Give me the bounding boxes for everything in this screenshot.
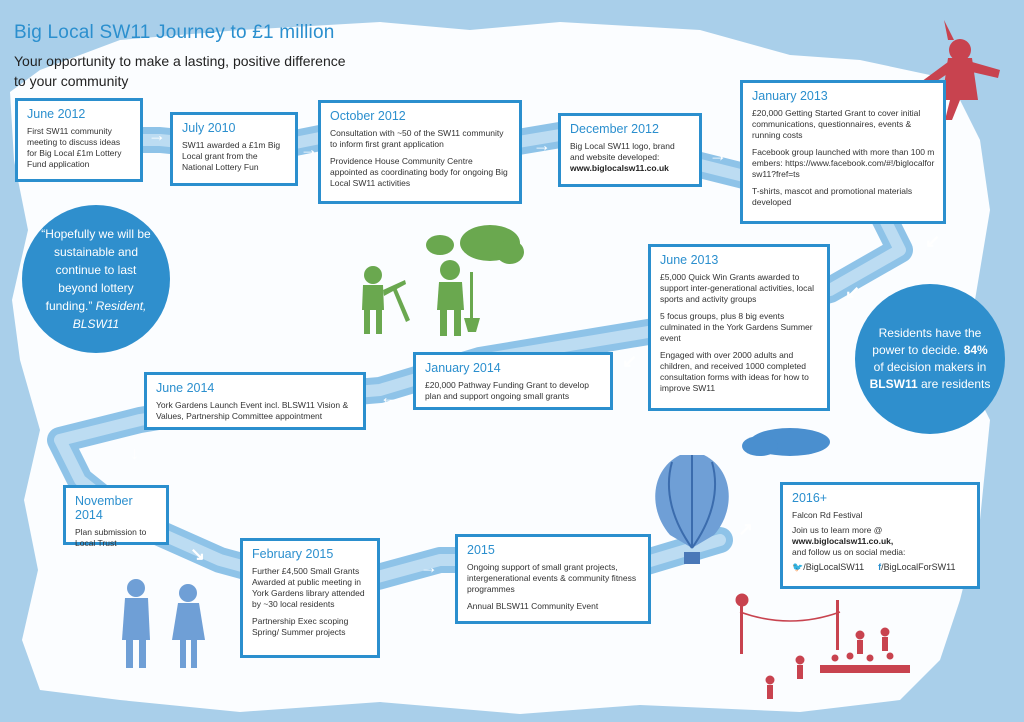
card-text: Ongoing support of small grant projects, intergenerational events & community fitness programmes [467, 562, 637, 594]
residents-text-after: are residents [920, 377, 991, 391]
timeline-card-february-2015 [240, 538, 380, 658]
website-link[interactable]: www.biglocalsw11.co.uk [570, 163, 669, 173]
twitter-handle: /BigLocalSW11 [803, 562, 865, 572]
card-date: January 2014 [425, 361, 501, 375]
path-arrow: → [709, 145, 727, 165]
card-text: £5,000 Quick Win Grants awarded to support inter-generational activities, local sports and activity groups [660, 272, 815, 304]
path-arrow: ↗ [738, 519, 754, 539]
card-text: Facebook group launched with more than 100 members: https://www.facebook.com/#!/biglocalforsw11?fref=ts [752, 147, 935, 179]
card-text-line: Big Local SW11 logo, brand and website developed: [570, 141, 675, 162]
timeline-card-2016 [780, 482, 980, 589]
card-date: November 2014 [75, 494, 133, 522]
card-date: 2016+ [792, 491, 828, 505]
path-arrow: ↙ [622, 351, 638, 371]
residents-circle [855, 284, 1005, 434]
card-text: £20,000 Pathway Funding Grant to develop plan and support ongoing small grants [425, 380, 589, 401]
timeline-card-june-2013 [648, 244, 830, 411]
timeline-card-november-2014 [63, 485, 169, 548]
quote-attribution: Resident, BLSW11 [72, 299, 147, 331]
quote-circle [22, 205, 170, 353]
card-text: SW11 awarded a £1m Big Local grant from the National Lottery Fun [182, 140, 281, 172]
timeline-card-october-2012 [318, 100, 522, 204]
card-text: Further £4,500 Small Grants Awarded at public meeting in York Gardens library attended by ~30 local residents [252, 566, 365, 609]
card-date: January 2013 [752, 89, 828, 103]
twitter-link[interactable] [792, 562, 864, 573]
card-text: Providence House Community Centre appointed as coordinating body for ongoing Big Local SW11 activities [330, 156, 508, 188]
card-date: October 2012 [330, 109, 406, 123]
timeline-card-december-2012 [558, 113, 702, 187]
card-date: June 2012 [27, 107, 86, 121]
card-text: First SW11 community meeting to discuss ideas for Big Local £1m Lottery Fund application [27, 126, 122, 169]
social-links [792, 562, 969, 573]
facebook-link[interactable] [878, 562, 955, 573]
path-arrow: → [300, 139, 318, 159]
card-text-line: Join us to learn more @ [792, 525, 883, 535]
timeline-card-june-2014 [144, 372, 366, 430]
residents-text-before: Residents have the power to decide. [872, 326, 982, 357]
quote-text: “Hopefully we will be sustainable and continue to last beyond lottery funding.” [41, 227, 151, 313]
residents-statement [855, 325, 1005, 393]
residents-text-mid: of decision makers in [873, 360, 987, 374]
residents-stat: 84% [963, 343, 988, 357]
timeline-card-january-2013 [740, 80, 946, 224]
path-arrow: ↙ [925, 231, 941, 251]
card-text: T-shirts, mascot and promotional materials developed [752, 186, 913, 207]
page-title: Big Local SW11 Journey to £1 million [14, 22, 335, 43]
card-text: York Gardens Launch Event incl. BLSW11 Vision & Values, Partnership Committee appointment [156, 400, 349, 421]
card-text: Consultation with ~50 of the SW11 community to inform first grant application [330, 128, 504, 149]
residents-org: BLSW11 [869, 377, 918, 391]
card-text: Engaged with over 2000 adults and children, and received 1000 completed consultation forms with ideas for how to improve SW11 [660, 350, 809, 393]
path-arrow: → [533, 135, 551, 155]
card-text: 5 focus groups, plus 8 big events culminated in the York Gardens Summer event [660, 311, 813, 343]
card-date: February 2015 [252, 547, 334, 561]
path-arrow: ↘ [190, 544, 206, 564]
card-text-line: and follow us on social media: [792, 547, 906, 557]
card-text [570, 141, 691, 174]
path-arrow: ↙ [845, 282, 861, 302]
path-arrow: → [420, 557, 438, 577]
card-date: June 2014 [156, 381, 215, 395]
card-text: Falcon Rd Festival [792, 510, 863, 520]
card-date: July 2010 [182, 121, 236, 135]
card-text: Partnership Exec scoping Spring/ Summer projects [252, 616, 349, 637]
card-text: Plan submission to Local Trust [75, 527, 147, 548]
facebook-handle: /BigLocalForSW11 [881, 562, 956, 572]
path-arrow: ← [380, 387, 398, 407]
card-date: June 2013 [660, 253, 719, 267]
card-text: £20,000 Getting Started Grant to cover initial communications, questionnaires, events & running costs [752, 108, 921, 140]
timeline-card-july-2010 [170, 112, 298, 186]
page-subtitle: Your opportunity to make a lasting, positive difference to your community [14, 53, 346, 89]
card-date: 2015 [467, 543, 495, 557]
timeline-card-june-2012 [15, 98, 143, 182]
card-text: Annual BLSW11 Community Event [467, 601, 599, 611]
path-arrow: ↓ [130, 443, 139, 463]
quote [22, 225, 170, 333]
facebook-icon: f [878, 562, 882, 572]
path-arrow: → [148, 125, 166, 145]
timeline-card-2015 [455, 534, 651, 624]
card-date: December 2012 [570, 122, 659, 136]
twitter-icon: 🐦 [792, 562, 804, 572]
timeline-card-january-2014 [413, 352, 613, 410]
card-text [792, 525, 969, 558]
website-link[interactable]: www.biglocalsw11.co.uk, [792, 536, 894, 546]
